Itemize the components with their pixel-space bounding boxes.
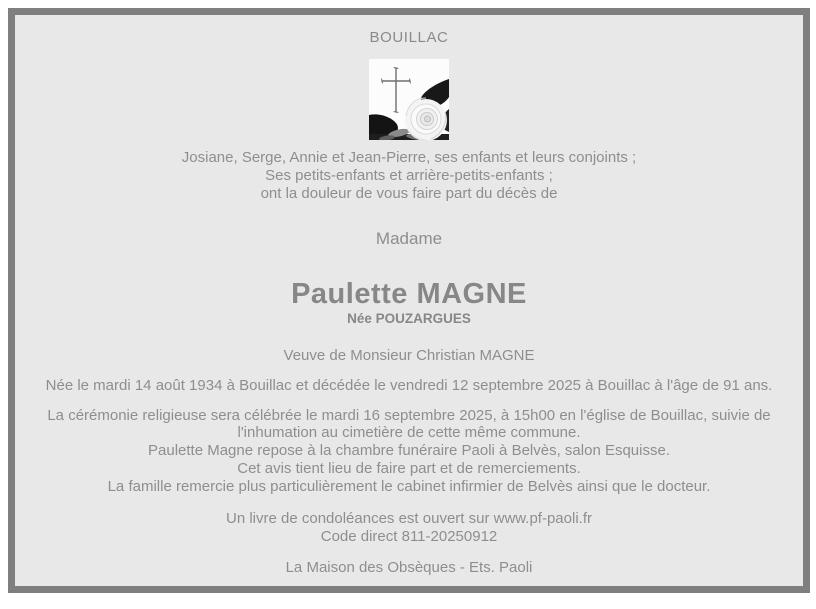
deceased-name: Paulette MAGNE bbox=[291, 277, 527, 310]
funeral-home: La Maison des Obsèques - Ets. Paoli bbox=[285, 558, 533, 576]
family-intro bbox=[15, 149, 803, 202]
memorial-photo bbox=[369, 59, 449, 140]
page bbox=[0, 8, 816, 609]
life-dates: Née le mardi 14 août 1934 à Bouillac et décédée le vendredi 12 septembre 2025 à Bouillac à l'âge de 91 ans. bbox=[45, 376, 773, 394]
condolence-code: Code direct 811-20250912 bbox=[320, 527, 498, 545]
family-line: Ses petits-enfants et arrière-petits-enfants ; bbox=[265, 166, 553, 184]
ceremony-details bbox=[31, 407, 787, 495]
repose-line: Paulette Magne repose à la chambre funéraire Paoli à Belvès, salon Esquisse. bbox=[148, 442, 670, 460]
condolence-line: Un livre de condoléances est ouvert sur www.pf-paoli.fr bbox=[225, 510, 592, 528]
announcement-line: ont la douleur de vous faire part du décès de bbox=[260, 184, 558, 202]
maiden-name: Née POUZARGUES bbox=[347, 310, 471, 326]
city-title: BOUILLAC bbox=[369, 29, 449, 46]
thanks-line: La famille remercie plus particulièrement le cabinet infirmier de Belvès ainsi que le docteur. bbox=[107, 477, 711, 495]
condolence-book bbox=[15, 510, 803, 545]
spouse-line: Veuve de Monsieur Christian MAGNE bbox=[283, 347, 535, 365]
ceremony-line: La cérémonie religieuse sera célébrée le mardi 16 septembre 2025, à 15h00 en l'église de Bouillac, suivie de l'inhumation au cimetière de cette même commune. bbox=[47, 406, 771, 442]
obituary-card bbox=[8, 8, 810, 593]
notice-line: Cet avis tient lieu de faire part et de remerciements. bbox=[237, 459, 581, 477]
civility-title: Madame bbox=[375, 229, 443, 249]
family-line: Josiane, Serge, Annie et Jean-Pierre, ses enfants et leurs conjoints ; bbox=[181, 149, 637, 167]
